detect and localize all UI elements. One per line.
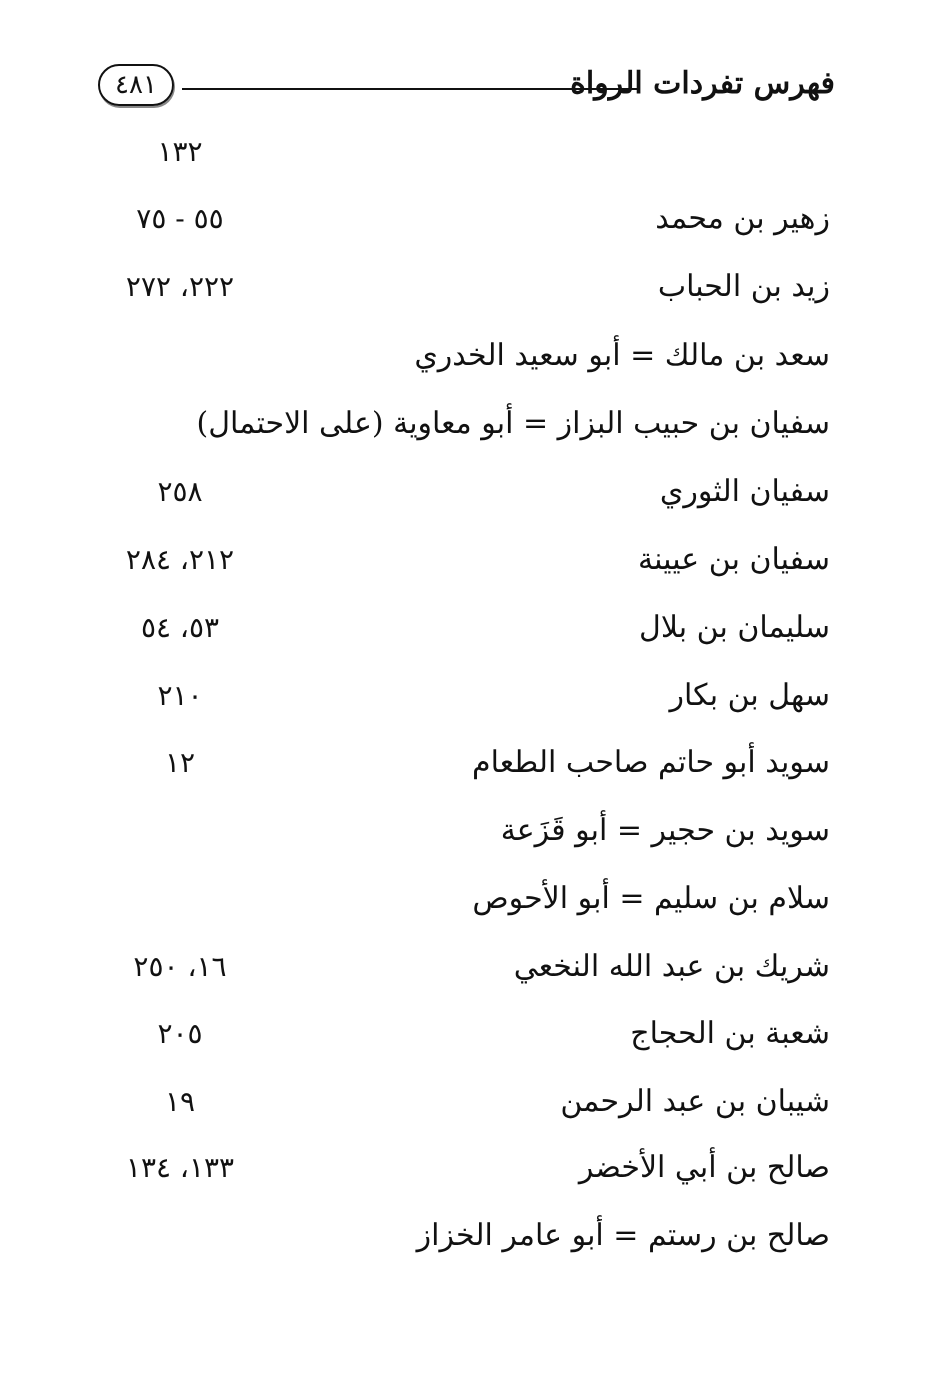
narrator-name: زهير بن محمد [655,201,830,236]
narrator-name: سلام بن سليم = أبو الأحوص [472,881,830,916]
narrator-name: سعد بن مالك = أبو سعيد الخدري [414,338,830,373]
index-entry [0,674,940,718]
index-entry [0,130,940,174]
index-entry [0,1214,940,1258]
narrator-name: سهل بن بكار [669,678,830,713]
narrator-name: صالح بن أبي الأخضر [578,1150,830,1185]
running-title: فهرس تفردات الرواة [570,66,835,101]
narrator-name: زيد بن الحباب [657,269,830,304]
index-entry [0,402,940,446]
narrator-name: سليمان بن بلال [639,610,830,645]
index-entry [0,1146,940,1190]
narrator-name: سويد أبو حاتم صاحب الطعام [472,745,830,780]
page-references: ١٦، ٢٥٠ [133,950,227,983]
page-references: ٢٢٢، ٢٧٢ [125,270,235,303]
index-entry [0,538,940,582]
page-references: ٢١٠ [157,679,203,712]
page-references: ١٩ [164,1085,196,1118]
index-entry [0,809,940,853]
page-references: ١٣٢ [157,135,203,168]
page-references: ١٣٣، ١٣٤ [125,1151,235,1184]
index-entry [0,945,940,989]
index-entry [0,265,940,309]
index-entry [0,741,940,785]
narrator-name: شيبان بن عبد الرحمن [560,1084,830,1119]
index-entry [0,1012,940,1056]
page-number-badge: ٤٨١ [98,64,174,106]
page-references: ٢٥٨ [157,475,203,508]
page-references: ٢١٢، ٢٨٤ [125,543,235,576]
narrator-name: شريك بن عبد الله النخعي [513,949,830,984]
index-entry [0,877,940,921]
index-entry [0,606,940,650]
index-entry [0,334,940,378]
narrator-name: سويد بن حجير = أبو قَزَعة [500,813,830,848]
page-references: ١٢ [164,746,196,779]
narrator-name: سفيان الثوري [659,474,830,509]
narrator-name: سفيان بن عيينة [638,542,830,577]
index-entry [0,1080,940,1124]
narrator-name: سفيان بن حبيب البزاز = أبو معاوية (على الاحتمال) [196,406,830,441]
page-references: ٥٥ - ٧٥ [136,202,224,235]
index-entry [0,197,940,241]
index-entry [0,470,940,514]
page-references: ٥٣، ٥٤ [140,611,220,644]
page-references: ٢٠٥ [157,1017,203,1050]
narrator-name: شعبة بن الحجاج [630,1016,830,1051]
narrator-name: صالح بن رستم = أبو عامر الخزاز [416,1218,830,1253]
